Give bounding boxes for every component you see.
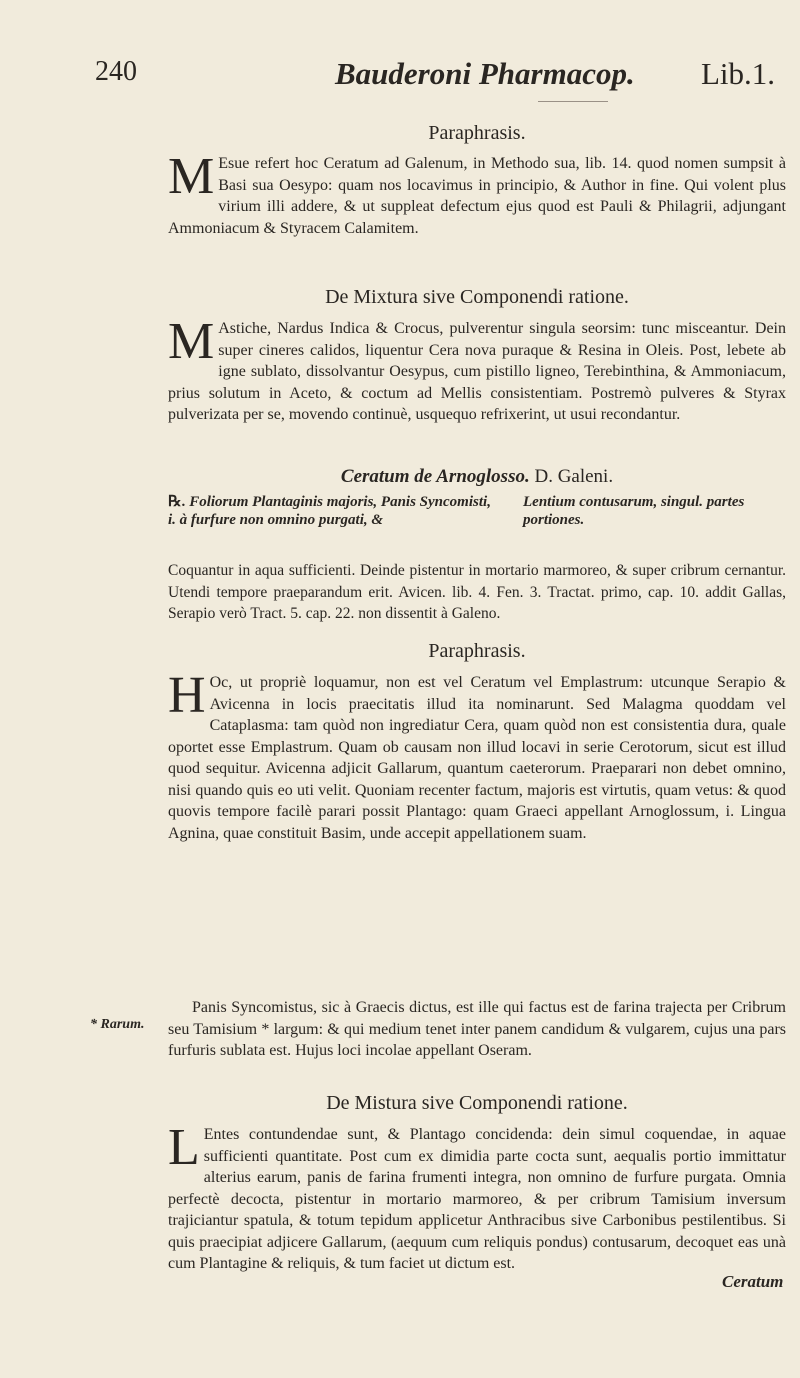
paragraph-2: Astiche, Nardus Indica & Crocus, pulverentur singula seorsim: tunc misceantur. Dein super cineres calidos, liquentur Cera nova puraque & Resina in Oleis. Post, lebete ab igne sublato, dissolvantur Oesypus, cum pistillo ligneo, Terebinthina, & Ammoniacum, prius solutum in Aceto, & coctum ad Mellis consistentiam. Postremò pulveres & Styrax pulverizata per se, movendo continuè, usquequo refrixerint, ut usui recondantur. — [168, 320, 786, 423]
section-text-5 — [168, 1119, 786, 1275]
paragraph-4b: Panis Syncomistus, sic à Graecis dictus, est ille qui factus est de farina trajecta per Cribrum seu Tamisium * largum: & qui medium tenet inter panem candidum & vulgarem, cujus una pars furfuris sublata est. Hujus loci incolae appellant Oseram. — [168, 999, 786, 1059]
recipe-ingredients — [168, 493, 788, 555]
book-number: Lib.1. — [700, 56, 775, 91]
recipe-instructions: Coquantur in aqua sufficienti. Deinde pistentur in mortario marmoreo, & super cribrum cernantur. Utendi tempore praeparandum erit. Avicen. lib. 4. Fen. 3. Tractat. primo, cap. 10. addit Gallas, Serapio verò Tract. 5. cap. 22. non dissentit à Galeno. — [168, 562, 786, 622]
paragraph-4: Oc, ut propriè loquamur, non est vel Ceratum vel Emplastrum: utcunque Serapio & Avicenna in locis praecitatis illud ita nominarunt. Sed Malagma quoddam vel Cataplasma: tam quòd non ingrediatur Cera, quam quòd non est consistentia dura, quale oportet esse Emplastrum. Quam ob causam non illud locavi in serie Cerotorum, sicut est illud quod sequitur. Avicenna adjicit Gallarum, quantum caeterorum. Praeparari non debet omnino, nisi quando quis eo uti velit. Quoniam recenter factum, majoris est virtutis, quam vetus: & quod quovis tempore facilè parari possit Plantago: quam Graeci appellant Arnoglossum, i. Lingua Agnina, quae constituit Basim, unde accepit appellationem suam. — [168, 674, 786, 842]
section-text-4 — [168, 667, 786, 844]
ingredients-col-2: Lentium contusarum, singul. partes portiones. — [523, 494, 745, 528]
recipe-title-plain: D. Galeni. — [529, 466, 614, 487]
section-heading-2: De Mixtura sive Componendi ratione. — [325, 286, 629, 308]
section-text-1 — [168, 148, 786, 239]
running-header — [95, 50, 775, 100]
dropcap-1: M — [168, 148, 215, 205]
dropcap-4: H — [168, 667, 206, 724]
recipe-symbol: ℞. — [168, 494, 186, 510]
ingredients-col-1 — [168, 493, 498, 529]
recipe-title — [168, 466, 786, 488]
dropcap-5: L — [168, 1119, 200, 1176]
page-number: 240 — [95, 56, 137, 87]
margin-note: * Rarum. — [90, 1017, 145, 1032]
header-rule — [538, 101, 608, 102]
ingredients-text-1: Foliorum Plantaginis majoris, Panis Syncomisti, i. à furfure non omnino purgati, & — [168, 494, 491, 528]
paragraph-1: Esue refert hoc Ceratum ad Galenum, in Methodo sua, lib. 14. quod nomen sumpsit à Basi sua Oesypo: quam nos locavimus in principio, & Author in fine. Qui volent plus virium illi addere, & ut suppleat defectum ejus quod est Pauli & Philagrii, adjungant Ammoniacum & Styracem Calamitem. — [168, 155, 786, 237]
recipe-title-italic: Ceratum de Arnoglosso. — [340, 466, 530, 487]
section-text-2 — [168, 313, 786, 426]
section-heading-4: Paraphrasis. — [428, 640, 526, 662]
catchword: Ceratum — [722, 1272, 784, 1291]
dropcap-2: M — [168, 313, 215, 370]
section-heading-5: De Mistura sive Componendi ratione. — [326, 1092, 628, 1114]
paragraph-5: Entes contundendae sunt, & Plantago concidenda: dein simul coquendae, in aquae sufficienti quantitate. Post cum ex dimidia parte cocta sunt, aequalis portio immittatur alterius earum, panis de farina frumenti integra, non omnino de furfure purgata. Omnia perfectè decocta, pistentur in mortario marmoreo, & per cribrum Tamisium inversum trajiciantur spatula, & totum tepidum applicetur Anthracibus sive Carbonibus pestilentibus. Si quis praecipiat adjicere Gallarum, (aequum cum reliquis pondus) contusarum, decoquet eas unà cum Plantagine & reliquis, & tum faciet ut dictum est. — [168, 1126, 786, 1272]
section-heading-1: Paraphrasis. — [428, 122, 526, 144]
running-title: Bauderoni Pharmacop. — [335, 56, 635, 91]
